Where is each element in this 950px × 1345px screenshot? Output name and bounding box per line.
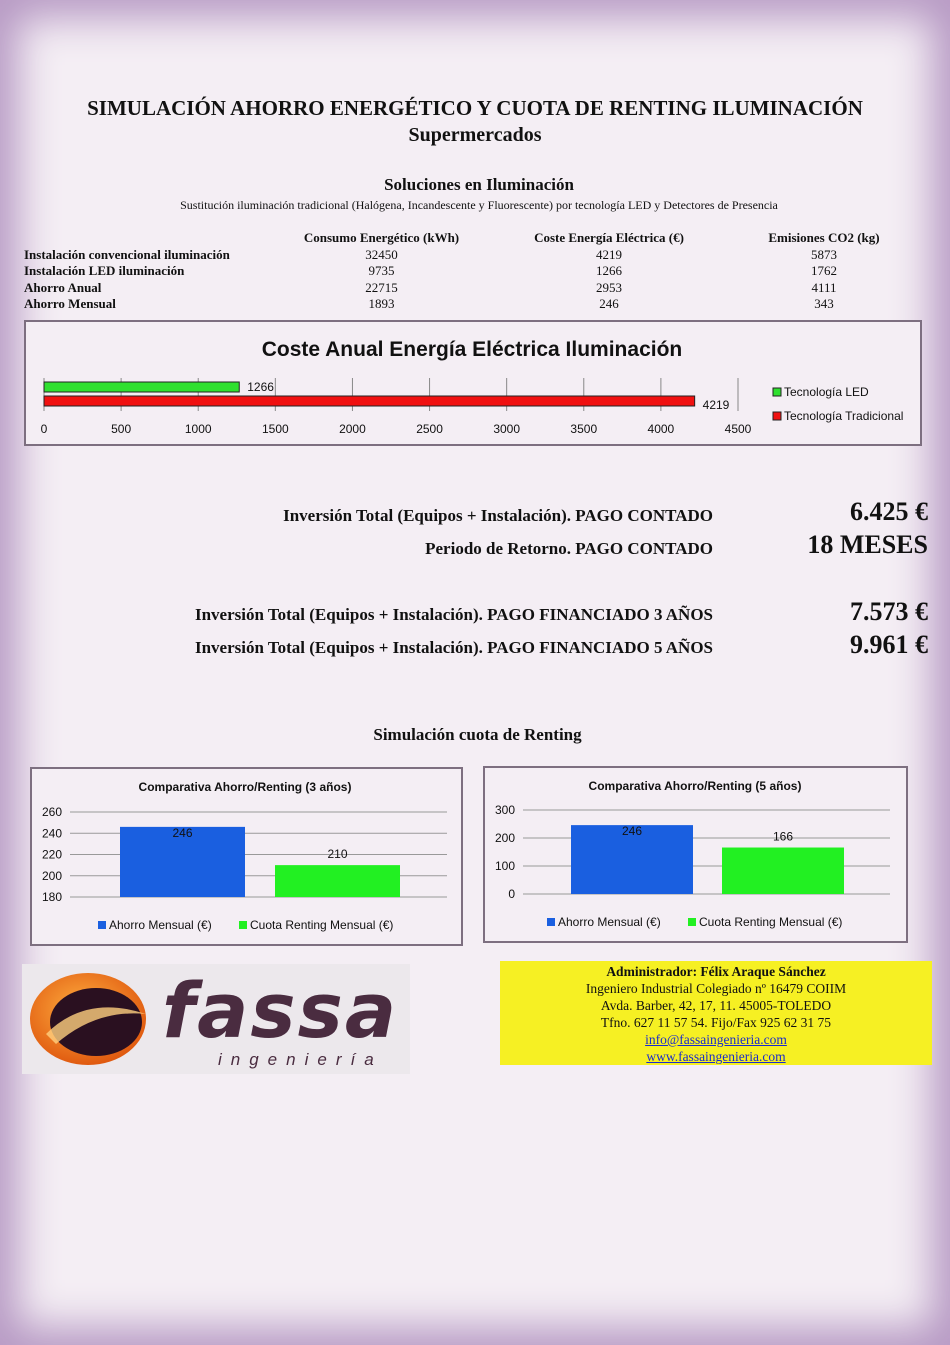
table-cell: 1266	[596, 263, 622, 278]
logo-wordmark: fassa	[162, 966, 399, 1055]
legend-swatch	[547, 918, 555, 926]
x-tick-label: 4000	[647, 422, 675, 436]
x-tick-label: 3000	[493, 422, 521, 436]
table-row	[24, 280, 919, 297]
solutions-description: Sustitución iluminación tradicional (Halógena, Incandescente y Fluorescente) por tecnología LED y Detectores de Presencia	[180, 198, 778, 212]
x-tick-label: 500	[111, 422, 132, 436]
legend-swatch	[239, 921, 247, 929]
contact-web-link[interactable]: www.fassaingenieria.com	[646, 1049, 786, 1064]
table-cell: 5873	[811, 246, 837, 262]
energy-table	[24, 230, 919, 313]
page-title: SIMULACIÓN AHORRO ENERGÉTICO Y CUOTA DE RENTING ILUMINACIÓN	[87, 96, 863, 120]
legend-label: Cuota Renting Mensual (€)	[699, 915, 843, 929]
table-cell: 1762	[811, 263, 837, 278]
row-label: Ahorro Mensual	[24, 296, 116, 311]
return-period-value: 18 MESES	[807, 530, 928, 559]
investment-fin3-label: Inversión Total (Equipos + Instalación). PAGO FINANCIADO 3 AÑOS	[194, 605, 713, 624]
investment-fin5-label: Inversión Total (Equipos + Instalación). PAGO FINANCIADO 5 AÑOS	[194, 638, 713, 657]
y-tick-label: 0	[508, 887, 515, 901]
y-tick-label: 100	[494, 859, 515, 873]
investment-fin5-value: 9.961 €	[850, 630, 928, 659]
investment-contado-label: Inversión Total (Equipos + Instalación). PAGO CONTADO	[283, 506, 713, 525]
table-cell: 32450	[365, 246, 398, 262]
table-row	[24, 296, 919, 313]
row-label: Instalación LED iluminación	[24, 263, 185, 278]
contact-card	[500, 961, 932, 1065]
legend-label: Ahorro Mensual (€)	[109, 918, 212, 932]
page-subtitle: Supermercados	[408, 124, 542, 146]
contact-title: Ingeniero Industrial Colegiado nº 16479 COIIM	[585, 981, 847, 996]
table-cell: 246	[599, 296, 619, 311]
table-header: Emisiones CO2 (kg)	[768, 230, 880, 245]
legend-label: Tecnología LED	[784, 385, 869, 399]
table-cell: 1893	[368, 296, 395, 311]
bar	[44, 382, 239, 392]
data-label: 166	[772, 829, 794, 844]
x-tick-label: 1000	[184, 422, 212, 436]
legend-swatch	[773, 388, 781, 396]
renting-title: Simulación cuota de Renting	[373, 725, 582, 744]
renting-3-chart	[30, 767, 463, 946]
legend-label: Ahorro Mensual (€)	[558, 915, 661, 929]
bar	[275, 865, 400, 897]
x-tick-label: 1500	[261, 422, 289, 436]
bar	[722, 848, 844, 894]
y-tick-label: 260	[41, 805, 62, 819]
chart-title: Coste Anual Energía Eléctrica Iluminación	[261, 338, 683, 361]
bar	[44, 396, 695, 406]
y-tick-label: 200	[494, 831, 515, 845]
contact-admin: Administrador: Félix Araque Sánchez	[606, 964, 826, 979]
table-cell: 9735	[368, 263, 395, 278]
annual-cost-chart-svg	[26, 322, 920, 444]
y-tick-label: 240	[41, 826, 62, 841]
solutions-title: Soluciones en Iluminación	[384, 175, 574, 194]
company-logo	[22, 964, 410, 1074]
y-tick-label: 180	[41, 890, 62, 904]
annual-cost-chart	[24, 320, 922, 446]
row-label: Ahorro Anual	[24, 279, 102, 295]
legend-swatch	[98, 921, 106, 929]
y-tick-label: 220	[41, 847, 62, 862]
investment-contado-value: 6.425 €	[850, 497, 928, 526]
renting-5-chart	[483, 766, 908, 943]
table-cell: 2953	[596, 279, 622, 295]
table-header: Consumo Energético (kWh)	[303, 230, 460, 245]
legend-label: Tecnología Tradicional	[784, 409, 904, 423]
contact-phone: Tfno. 627 11 57 54. Fijo/Fax 925 62 31 75	[600, 1015, 832, 1030]
table-row	[24, 263, 919, 280]
x-tick-label: 2500	[416, 422, 443, 436]
table-row	[24, 247, 919, 264]
contact-email-link[interactable]: info@fassaingenieria.com	[645, 1032, 787, 1047]
table-header	[24, 230, 274, 247]
legend-label: Cuota Renting Mensual (€)	[250, 918, 394, 932]
table-header-row	[24, 230, 919, 247]
data-label: 246	[172, 825, 193, 840]
table-header: Coste Energía Eléctrica (€)	[534, 230, 684, 245]
legend-swatch	[773, 412, 781, 420]
x-tick-label: 2000	[339, 422, 366, 436]
legend-swatch	[688, 918, 696, 926]
chart-title: Comparativa Ahorro/Renting (3 años)	[138, 780, 352, 794]
contact-address: Avda. Barber, 42, 17, 11. 45005-TOLEDO	[600, 998, 832, 1013]
renting-5-chart-svg	[485, 768, 906, 941]
x-tick-label: 3500	[570, 422, 598, 436]
logo-swoosh-icon	[26, 964, 156, 1074]
renting-3-chart-svg	[32, 769, 461, 944]
y-tick-label: 300	[494, 803, 515, 817]
table-cell: 22715	[365, 279, 398, 295]
investment-fin3-value: 7.573 €	[850, 597, 928, 626]
y-tick-label: 200	[41, 868, 62, 883]
table-cell: 4219	[596, 246, 622, 262]
data-label: 246	[621, 824, 643, 839]
row-label: Instalación convencional iluminación	[24, 246, 230, 262]
x-tick-label: 4500	[724, 422, 752, 436]
chart-title: Comparativa Ahorro/Renting (5 años)	[588, 779, 802, 793]
data-label: 4219	[702, 398, 730, 412]
table-cell: 343	[814, 296, 834, 311]
data-label: 1266	[247, 380, 274, 394]
logo-subtitle: ingeniería	[218, 1050, 383, 1069]
table-cell: 4111	[811, 279, 837, 295]
x-tick-label: 0	[40, 422, 48, 436]
return-period-label: Periodo de Retorno. PAGO CONTADO	[425, 539, 713, 558]
data-label: 210	[327, 847, 348, 862]
